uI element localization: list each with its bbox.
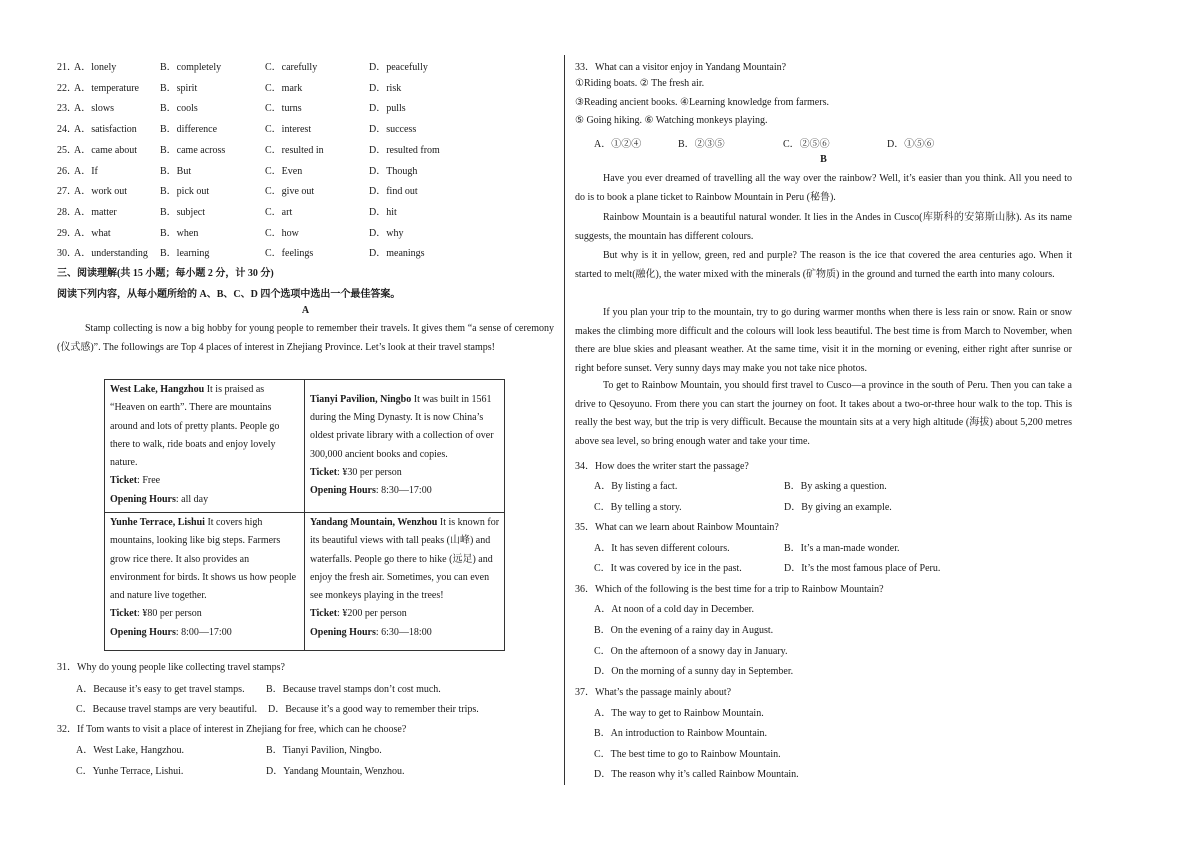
cloze-question-row bbox=[57, 224, 554, 238]
question-34-option-b[interactable]: B．By asking a question. bbox=[784, 481, 887, 492]
place-name: Yunhe Terrace, Lishui bbox=[110, 517, 205, 528]
question-34-option-a[interactable]: A．By listing a fact. bbox=[594, 481, 678, 492]
cloze-option-c[interactable]: C．how bbox=[265, 227, 299, 239]
question-37-option-a[interactable]: A．The way to get to Rainbow Mountain. bbox=[594, 708, 764, 719]
cloze-option-b[interactable]: B．completely bbox=[160, 62, 222, 73]
cloze-option-c[interactable]: C．carefully bbox=[265, 62, 318, 73]
cloze-question-row bbox=[57, 99, 554, 113]
question-33-choice-line-2: ③Reading ancient books. ④Learning knowledge from farmers. bbox=[575, 97, 829, 108]
cloze-option-b[interactable]: B．cools bbox=[160, 103, 198, 115]
cloze-option-a[interactable]: A．temperature bbox=[74, 82, 139, 94]
question-33-option-a[interactable]: A．①②④ bbox=[594, 139, 642, 150]
section-instruction: 阅读下列内容，从每小题所给的 A、B、C、D 四个选项中选出一个最佳答案。 bbox=[57, 289, 401, 300]
cloze-option-d[interactable]: D．Though bbox=[369, 165, 418, 177]
cloze-option-c[interactable]: C．feelings bbox=[265, 248, 314, 260]
hours-label: Opening Hours bbox=[310, 626, 376, 638]
cloze-option-a[interactable]: A．slows bbox=[74, 103, 115, 115]
cloze-option-a[interactable]: A．lonely bbox=[74, 62, 117, 73]
question-35-stem: 35．What can we learn about Rainbow Mountain? bbox=[575, 522, 779, 533]
place-cell-tianyi-pavilion bbox=[305, 380, 505, 513]
ticket-value: : ¥200 per person bbox=[337, 608, 407, 620]
cloze-question-number: 27． bbox=[57, 186, 77, 198]
cloze-question-number: 26． bbox=[57, 165, 77, 177]
passage-a-label: A bbox=[301, 305, 310, 316]
question-37-option-d[interactable]: D．The reason why it’s called Rainbow Mountain. bbox=[594, 769, 799, 780]
cloze-question-row bbox=[57, 58, 554, 72]
cloze-question-number: 22． bbox=[57, 82, 77, 94]
cloze-question-row bbox=[57, 141, 554, 155]
cloze-option-d[interactable]: D．find out bbox=[369, 186, 418, 198]
cloze-question-row bbox=[57, 203, 554, 217]
cloze-option-c[interactable]: C．give out bbox=[265, 186, 315, 198]
question-34-option-d[interactable]: D．By giving an example. bbox=[784, 502, 892, 513]
place-desc: It covers high mountains, looking like big steps. Farmers grow rice there. It also provides an environment for birds. It shows us how people and nature live together. bbox=[110, 517, 297, 602]
cloze-option-a[interactable]: A．If bbox=[74, 165, 98, 177]
cloze-option-d[interactable]: D．meanings bbox=[369, 248, 425, 260]
cloze-option-c[interactable]: C．Even bbox=[265, 165, 303, 177]
cloze-option-a[interactable]: A．work out bbox=[74, 186, 128, 198]
hours-label: Opening Hours bbox=[110, 493, 176, 505]
cloze-option-c[interactable]: C．turns bbox=[265, 103, 302, 115]
cloze-option-c[interactable]: C．art bbox=[265, 206, 293, 218]
question-32-option-c[interactable]: C．Yunhe Terrace, Lishui. bbox=[76, 766, 184, 777]
ticket-label: Ticket bbox=[310, 608, 338, 620]
question-32-option-d[interactable]: D．Yandang Mountain, Wenzhou. bbox=[266, 766, 405, 777]
question-35-option-a[interactable]: A．It has seven different colours. bbox=[594, 543, 730, 554]
place-name: Tianyi Pavilion, Ningbo bbox=[310, 393, 412, 405]
cloze-option-a[interactable]: A．came about bbox=[74, 144, 138, 156]
cloze-option-b[interactable]: B．came across bbox=[160, 144, 226, 156]
hours-label: Opening Hours bbox=[310, 485, 376, 497]
places-table bbox=[104, 379, 505, 651]
passage-a-intro: Stamp collecting is now a big hobby for young people to remember their travels. It gives them “a sense of ceremony (仪式感)”. The followings are Top 4 places of interest in Zhejiang Province. Let’s look at their travel stamps! bbox=[57, 323, 554, 353]
cloze-option-b[interactable]: B．difference bbox=[160, 124, 218, 136]
question-32-stem: 32．If Tom wants to visit a place of interest in Zhejiang for free, which can he choose? bbox=[57, 724, 407, 735]
question-31-option-c[interactable]: C．Because travel stamps are very beautiful. bbox=[76, 704, 258, 715]
question-31-stem: 31．Why do young people like collecting travel stamps? bbox=[57, 662, 285, 673]
question-33-choice-line-3: ⑤ Going hiking. ⑥ Watching monkeys playing. bbox=[575, 115, 768, 126]
cloze-question-number: 21． bbox=[57, 62, 77, 73]
question-36-option-b[interactable]: B．On the evening of a rainy day in August. bbox=[594, 625, 774, 636]
cloze-option-b[interactable]: B．But bbox=[160, 165, 192, 177]
question-33-choice-line-1: ①Riding boats. ② The fresh air. bbox=[575, 78, 705, 89]
cloze-option-c[interactable]: C．interest bbox=[265, 124, 312, 136]
passage-b-paragraph-2: Rainbow Mountain is a beautiful natural wonder. It lies in the Andes in Cusco(库斯科的安第斯山脉). As its name suggests, the mountain has different colours. bbox=[575, 212, 1072, 242]
column-divider bbox=[564, 55, 565, 785]
question-35-option-d[interactable]: D．It’s the most famous place of Peru. bbox=[784, 563, 941, 574]
cloze-question-number: 24． bbox=[57, 124, 77, 136]
cloze-option-d[interactable]: D．peacefully bbox=[369, 62, 428, 73]
passage-b-paragraph-5: To get to Rainbow Mountain, you should first travel to Cusco—a province in the south of Peru. Then you can take a drive to Qesoyuno. From there you can start the journey on foot. It takes about a two-or-three hour walk to the top. This is really the best way, but the trip is very difficult. Because the mountain sits at a very high altitude (海拔) about 5,200 metres above sea level, so bring enough water and take your time. bbox=[575, 380, 1072, 447]
question-32-option-a[interactable]: A．West Lake, Hangzhou. bbox=[76, 745, 185, 756]
question-33-option-d[interactable]: D．①⑤⑥ bbox=[887, 139, 935, 150]
hours-value: : 8:00—17:00 bbox=[175, 626, 232, 638]
cloze-option-a[interactable]: A．matter bbox=[74, 206, 117, 218]
question-35-option-b[interactable]: B．It’s a man-made wonder. bbox=[784, 543, 900, 554]
cloze-question-number: 28． bbox=[57, 206, 77, 218]
passage-b-label: B bbox=[820, 154, 827, 165]
ticket-label: Ticket bbox=[310, 466, 338, 478]
question-33-stem: 33．What can a visitor enjoy in Yandang Mountain? bbox=[575, 62, 787, 73]
section-title: 三、阅读理解(共 15 小题；每小题 2 分，计 30 分) bbox=[57, 268, 274, 279]
question-36-option-a[interactable]: A．At noon of a cold day in December. bbox=[594, 604, 754, 615]
question-37-option-c[interactable]: C．The best time to go to Rainbow Mountain. bbox=[594, 749, 781, 760]
passage-b-paragraph-1: Have you ever dreamed of travelling all the way over the rainbow? Well, it’s easier than you think. All you need to do is to book a plane ticket to Rainbow Mountain in Peru (秘鲁). bbox=[575, 173, 1072, 203]
question-36-stem: 36．Which of the following is the best time for a trip to Rainbow Mountain? bbox=[575, 584, 884, 595]
cloze-question-number: 29． bbox=[57, 227, 77, 239]
place-cell-yandang-mountain bbox=[305, 513, 505, 651]
ticket-label: Ticket bbox=[110, 475, 138, 487]
place-cell-west-lake bbox=[105, 380, 305, 513]
question-36-option-c[interactable]: C．On the afternoon of a snowy day in January. bbox=[594, 646, 788, 657]
cloze-question-number: 25． bbox=[57, 144, 77, 156]
ticket-value: : ¥30 per person bbox=[337, 466, 402, 478]
cloze-question-row bbox=[57, 244, 554, 258]
cloze-option-d[interactable]: D．success bbox=[369, 124, 417, 136]
cloze-option-d[interactable]: D．why bbox=[369, 227, 404, 239]
cloze-option-b[interactable]: B．pick out bbox=[160, 186, 210, 198]
cloze-question-row bbox=[57, 79, 554, 93]
cloze-option-c[interactable]: C．resulted in bbox=[265, 144, 324, 156]
ticket-label: Ticket bbox=[110, 608, 138, 620]
place-desc: It is praised as “Heaven on earth”. There are mountains around and lots of pretty plants. People go there to walk, ride boats and enjoy lovely nature. bbox=[110, 384, 280, 469]
cloze-option-d[interactable]: D．resulted from bbox=[369, 144, 440, 156]
ticket-value: : ¥80 per person bbox=[137, 608, 202, 620]
question-33-option-b[interactable]: B．②③⑤ bbox=[678, 139, 725, 150]
hours-value: : 8:30—17:00 bbox=[375, 485, 432, 497]
passage-b-paragraph-4: If you plan your trip to the mountain, try to go during warmer months when there is less rain or snow. Rain or snow makes the climbing more difficult and the colours will look less beautiful. The best time is from March to November, when there are blue skies and pleasant weather. At the same time, visit it in the morning or evening, either right after sunrise or right before sunset. Very sunny days may make you not take nice photos. bbox=[575, 307, 1072, 374]
ticket-value: : Free bbox=[137, 475, 161, 487]
question-37-option-b[interactable]: B．An introduction to Rainbow Mountain. bbox=[594, 728, 768, 739]
question-31-option-d[interactable]: D．Because it’s a good way to remember their trips. bbox=[268, 704, 479, 715]
cloze-question-row bbox=[57, 120, 554, 134]
place-desc: It is known for its beautiful views with tall peaks (山峰) and waterfalls. People go there to hike (远足) and enjoy the fresh air. Sometimes, you can even see monkeys playing in the trees! bbox=[310, 517, 500, 602]
cloze-option-c[interactable]: C．mark bbox=[265, 82, 303, 94]
cloze-question-number: 30． bbox=[57, 248, 77, 260]
place-name: West Lake, Hangzhou bbox=[110, 384, 205, 395]
cloze-question-row bbox=[57, 182, 554, 196]
question-32-option-b[interactable]: B．Tianyi Pavilion, Ningbo. bbox=[266, 745, 382, 756]
place-desc: It was built in 1561 during the Ming Dynasty. It is now China’s oldest private library with a collection of over 300,000 ancient books and copies. bbox=[310, 393, 494, 460]
cloze-question-row bbox=[57, 162, 554, 176]
passage-b-paragraph-3: But why is it in yellow, green, red and purple? The reason is the ice that covered the area centuries ago. When it started to melt(融化), the water mixed with the minerals (矿物质) in the ground and turned the earth into many colours. bbox=[575, 250, 1072, 280]
question-31-option-b[interactable]: B．Because travel stamps don’t cost much. bbox=[266, 684, 441, 695]
cloze-option-a[interactable]: A．satisfaction bbox=[74, 124, 137, 136]
question-31-option-a[interactable]: A．Because it’s easy to get travel stamps. bbox=[76, 684, 245, 695]
question-34-option-c[interactable]: C．By telling a story. bbox=[594, 502, 682, 513]
place-cell-yunhe-terrace bbox=[105, 513, 305, 651]
hours-value: : all day bbox=[175, 493, 209, 505]
question-34-stem: 34．How does the writer start the passage? bbox=[575, 461, 749, 472]
cloze-option-b[interactable]: B．spirit bbox=[160, 82, 198, 94]
place-name: Yandang Mountain, Wenzhou bbox=[310, 517, 438, 528]
hours-label: Opening Hours bbox=[110, 626, 176, 638]
question-36-option-d[interactable]: D．On the morning of a sunny day in September. bbox=[594, 666, 794, 677]
cloze-option-a[interactable]: A．understanding bbox=[74, 248, 148, 260]
question-33-option-c[interactable]: C．②⑤⑥ bbox=[783, 139, 830, 150]
cloze-option-a[interactable]: A．what bbox=[74, 227, 111, 239]
hours-value: : 6:30—18:00 bbox=[375, 626, 432, 638]
question-35-option-c[interactable]: C．It was covered by ice in the past. bbox=[594, 563, 742, 574]
cloze-option-d[interactable]: D．pulls bbox=[369, 103, 406, 115]
question-37-stem: 37．What’s the passage mainly about? bbox=[575, 687, 732, 698]
cloze-option-b[interactable]: B．learning bbox=[160, 248, 210, 260]
cloze-question-number: 23． bbox=[57, 103, 77, 115]
cloze-option-b[interactable]: B．when bbox=[160, 227, 199, 239]
cloze-option-b[interactable]: B．subject bbox=[160, 206, 205, 218]
cloze-option-d[interactable]: D．risk bbox=[369, 82, 402, 94]
cloze-option-d[interactable]: D．hit bbox=[369, 206, 397, 218]
